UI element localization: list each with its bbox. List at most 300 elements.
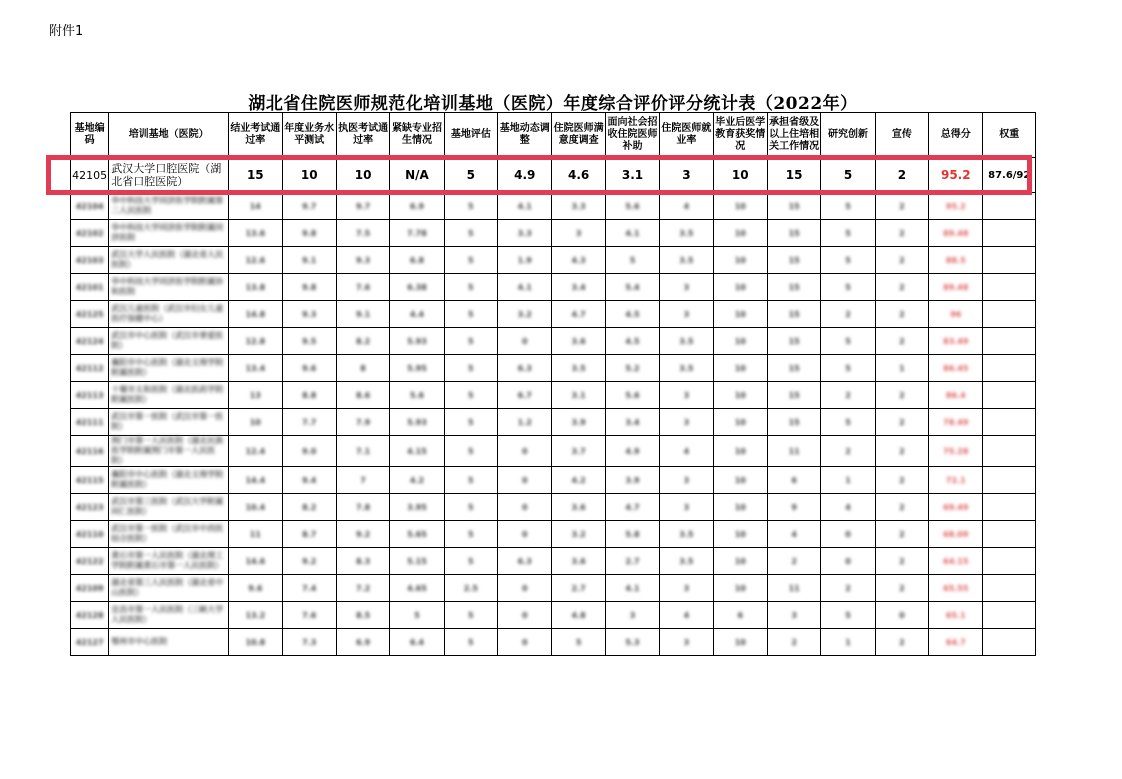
base-code: 42111 xyxy=(71,409,109,436)
header-cell: 基地编码 xyxy=(71,113,109,158)
header-cell: 基地动态调整 xyxy=(498,113,552,158)
header-cell: 紧缺专业招生情况 xyxy=(390,113,444,158)
score-cell: 10 xyxy=(713,193,767,220)
score-cell: 9.6 xyxy=(282,355,336,382)
score-cell xyxy=(983,409,1036,436)
hospital-name: 武汉市中心医院（武汉市普爱医院） xyxy=(109,328,229,355)
score-cell: 2 xyxy=(875,436,928,467)
header-cell: 总得分 xyxy=(929,113,983,158)
score-cell: 3.5 xyxy=(660,247,713,274)
hospital-name: 襄阳市中心医院（湖北文理学院附属医院） xyxy=(109,467,229,494)
score-cell: 5 xyxy=(444,247,497,274)
score-cell: 4.1 xyxy=(498,193,552,220)
base-code: 42127 xyxy=(71,629,109,656)
score-cell: 3.7 xyxy=(552,436,605,467)
score-cell: 2 xyxy=(821,382,875,409)
score-cell: 2 xyxy=(875,467,928,494)
score-cell xyxy=(983,602,1036,629)
score-cell: 14.4 xyxy=(229,467,282,494)
header-cell: 住院医师满意度调查 xyxy=(552,113,605,158)
score-cell: 9.3 xyxy=(336,247,389,274)
table-row xyxy=(71,548,1036,575)
score-cell: 8.7 xyxy=(282,521,336,548)
score-cell: 4.15 xyxy=(390,436,444,467)
total-score: 86.4 xyxy=(929,382,983,409)
score-cell: 3.5 xyxy=(660,548,713,575)
score-cell: 5.15 xyxy=(390,548,444,575)
table-row xyxy=(71,436,1036,467)
score-cell: 4.1 xyxy=(605,575,659,602)
score-cell: 9.1 xyxy=(336,301,389,328)
score-cell: 4.9 xyxy=(498,158,552,193)
score-cell: 9.8 xyxy=(282,274,336,301)
score-cell: 3.9 xyxy=(605,467,659,494)
score-cell: 6.3 xyxy=(498,355,552,382)
score-cell: 3 xyxy=(660,629,713,656)
score-cell: 9.6 xyxy=(229,575,282,602)
score-cell: 2 xyxy=(875,274,928,301)
score-cell: 3.5 xyxy=(660,220,713,247)
total-score: 83.49 xyxy=(929,328,983,355)
table-row xyxy=(71,494,1036,521)
score-cell: 5.4 xyxy=(605,274,659,301)
score-cell: 5.95 xyxy=(390,355,444,382)
table-row xyxy=(71,247,1036,274)
score-cell: 7.6 xyxy=(282,602,336,629)
score-cell: 2 xyxy=(875,158,928,193)
score-cell xyxy=(983,494,1036,521)
total-score: 65.1 xyxy=(929,602,983,629)
score-cell: 5 xyxy=(552,629,605,656)
score-cell: 7 xyxy=(336,467,389,494)
score-cell: 5 xyxy=(605,247,659,274)
score-cell: 15 xyxy=(767,382,820,409)
score-cell: 5 xyxy=(821,274,875,301)
score-cell: 9.2 xyxy=(282,548,336,575)
score-cell: 5 xyxy=(444,494,497,521)
score-cell: 0 xyxy=(498,328,552,355)
base-code: 42113 xyxy=(71,382,109,409)
score-cell: 2 xyxy=(875,193,928,220)
score-cell: 6.3 xyxy=(498,548,552,575)
total-score: 72.1 xyxy=(929,467,983,494)
hospital-name: 鄂州市中心医院 xyxy=(109,629,229,656)
score-cell: 10 xyxy=(713,158,767,193)
hospital-name: 武汉市第三医院（武汉大学附属同仁医院） xyxy=(109,494,229,521)
base-code: 42125 xyxy=(71,301,109,328)
score-cell: 4.6 xyxy=(552,158,605,193)
score-cell xyxy=(983,436,1036,467)
score-cell: 2 xyxy=(875,220,928,247)
score-cell: 15 xyxy=(767,193,820,220)
score-cell: 10 xyxy=(713,467,767,494)
score-cell: 5 xyxy=(821,220,875,247)
score-cell: 15 xyxy=(767,247,820,274)
score-cell: 8 xyxy=(336,355,389,382)
score-cell: 10 xyxy=(713,247,767,274)
score-cell: 3.6 xyxy=(552,328,605,355)
score-cell: 0 xyxy=(498,521,552,548)
score-cell: 5 xyxy=(444,467,497,494)
score-cell: 5 xyxy=(444,629,497,656)
score-cell: 5 xyxy=(444,328,497,355)
score-cell: 5.93 xyxy=(390,328,444,355)
score-cell: 10 xyxy=(713,548,767,575)
score-cell: 15 xyxy=(767,220,820,247)
score-cell: 6.7 xyxy=(498,382,552,409)
score-cell: 10.8 xyxy=(229,629,282,656)
score-cell: 2.5 xyxy=(444,575,497,602)
score-cell: 7.7 xyxy=(282,409,336,436)
score-cell: 8.2 xyxy=(336,328,389,355)
base-code: 42124 xyxy=(71,328,109,355)
score-cell: 8.8 xyxy=(282,382,336,409)
hospital-name: 华中科技大学同济医学院附属同济医院 xyxy=(109,220,229,247)
score-cell: 5.6 xyxy=(605,382,659,409)
header-cell: 承担省级及以上住培相关工作情况 xyxy=(767,113,820,158)
score-cell: 10 xyxy=(713,494,767,521)
score-cell: 10 xyxy=(713,521,767,548)
score-cell: 2.7 xyxy=(605,548,659,575)
total-score: 95.2 xyxy=(929,158,983,193)
attachment-label: 附件1 xyxy=(49,24,84,39)
score-cell: 5 xyxy=(444,409,497,436)
hospital-name: 湖北省第三人民医院（湖北省中山医院） xyxy=(109,575,229,602)
score-cell: 2 xyxy=(767,548,820,575)
score-cell xyxy=(983,467,1036,494)
score-cell: 7.1 xyxy=(336,436,389,467)
score-cell: 5.8 xyxy=(605,521,659,548)
total-score: 89.48 xyxy=(929,274,983,301)
page-title: 湖北省住院医师规范化培训基地（医院）年度综合评价评分统计表（2022年） xyxy=(248,94,858,114)
score-cell: 10 xyxy=(713,355,767,382)
table-row xyxy=(71,575,1036,602)
score-cell: 3.1 xyxy=(605,158,659,193)
score-cell: 15 xyxy=(767,409,820,436)
hospital-name: 武汉儿童医院（武汉市妇女儿童医疗保健中心） xyxy=(109,301,229,328)
score-cell: 5 xyxy=(444,521,497,548)
score-cell: 12.4 xyxy=(229,436,282,467)
score-cell: 3 xyxy=(767,602,820,629)
evaluation-table xyxy=(70,112,1036,656)
score-cell: 5 xyxy=(444,301,497,328)
table-row xyxy=(71,328,1036,355)
table-row xyxy=(71,355,1036,382)
table-row xyxy=(71,382,1036,409)
hospital-name: 十堰市太和医院（湖北医药学院附属医院） xyxy=(109,382,229,409)
score-cell: 7.5 xyxy=(336,220,389,247)
score-cell: 2 xyxy=(875,575,928,602)
score-cell: 5 xyxy=(444,436,497,467)
score-cell: 5 xyxy=(821,355,875,382)
score-cell: 6 xyxy=(767,467,820,494)
score-cell: 2 xyxy=(875,247,928,274)
score-cell: 15 xyxy=(767,274,820,301)
score-cell: 1.9 xyxy=(498,247,552,274)
score-cell: 6.38 xyxy=(390,274,444,301)
score-cell: 10 xyxy=(229,409,282,436)
header-cell: 毕业后医学教育获奖情况 xyxy=(713,113,767,158)
header-cell: 年度业务水平测试 xyxy=(282,113,336,158)
score-cell: 13.8 xyxy=(229,274,282,301)
score-cell xyxy=(983,382,1036,409)
score-cell: 11 xyxy=(767,575,820,602)
score-cell: 6.9 xyxy=(336,629,389,656)
score-cell: 3.95 xyxy=(390,494,444,521)
score-cell: 5 xyxy=(821,247,875,274)
score-cell: 4 xyxy=(660,436,713,467)
score-cell: 10 xyxy=(713,274,767,301)
score-cell: 9.1 xyxy=(282,247,336,274)
hospital-name: 武汉市第一医院（武汉市中西医结合医院） xyxy=(109,521,229,548)
score-cell: 5.2 xyxy=(605,355,659,382)
score-cell: 3.2 xyxy=(552,521,605,548)
score-cell: 12.6 xyxy=(229,247,282,274)
score-cell: 0 xyxy=(821,548,875,575)
score-cell: 5 xyxy=(390,602,444,629)
score-cell: 3 xyxy=(660,382,713,409)
score-cell: 3.5 xyxy=(552,355,605,382)
score-cell: 5 xyxy=(444,193,497,220)
score-cell: 5.93 xyxy=(390,409,444,436)
table-row xyxy=(71,467,1036,494)
header-cell: 权重 xyxy=(983,113,1036,158)
score-cell: 3 xyxy=(660,409,713,436)
score-cell: 9.7 xyxy=(336,193,389,220)
score-cell xyxy=(983,521,1036,548)
header-cell: 面向社会招收住院医师补助 xyxy=(605,113,659,158)
score-cell: 15 xyxy=(767,328,820,355)
table-row xyxy=(71,521,1036,548)
score-cell: 5 xyxy=(444,220,497,247)
base-code: 42128 xyxy=(71,602,109,629)
total-score: 69.49 xyxy=(929,494,983,521)
score-cell: 3.6 xyxy=(552,494,605,521)
score-cell: 10 xyxy=(282,158,336,193)
base-code: 42109 xyxy=(71,575,109,602)
score-cell xyxy=(983,355,1036,382)
score-cell: 6 xyxy=(713,602,767,629)
base-code: 42103 xyxy=(71,247,109,274)
base-code: 42105 xyxy=(71,158,109,193)
score-cell: 5 xyxy=(444,274,497,301)
header-cell: 宣传 xyxy=(875,113,928,158)
hospital-name: 襄阳市中心医院（湖北文理学院附属医院） xyxy=(109,355,229,382)
score-cell: 4 xyxy=(660,602,713,629)
score-cell xyxy=(983,301,1036,328)
base-code: 42122 xyxy=(71,548,109,575)
score-cell: 4.1 xyxy=(605,220,659,247)
score-cell xyxy=(983,575,1036,602)
header-cell: 结业考试通过率 xyxy=(229,113,282,158)
score-cell: 2 xyxy=(821,575,875,602)
score-cell: 5 xyxy=(444,158,497,193)
score-cell: 0 xyxy=(875,602,928,629)
score-cell: 3 xyxy=(660,575,713,602)
score-cell: 10 xyxy=(713,436,767,467)
score-cell: 2 xyxy=(875,382,928,409)
score-cell: 15 xyxy=(229,158,282,193)
score-cell xyxy=(983,328,1036,355)
base-code: 42101 xyxy=(71,274,109,301)
score-cell: 14.6 xyxy=(229,548,282,575)
total-score: 75.28 xyxy=(929,436,983,467)
total-score: 64.15 xyxy=(929,548,983,575)
score-cell: 4.1 xyxy=(498,274,552,301)
score-cell: 9.7 xyxy=(282,193,336,220)
score-cell: 2 xyxy=(767,629,820,656)
score-cell: 3 xyxy=(660,158,713,193)
base-code: 42115 xyxy=(71,467,109,494)
score-cell: 3.5 xyxy=(660,328,713,355)
total-score: 65.55 xyxy=(929,575,983,602)
score-cell: 7.4 xyxy=(282,575,336,602)
header-cell: 基地评估 xyxy=(444,113,497,158)
score-cell: 7.6 xyxy=(336,274,389,301)
score-cell: 5 xyxy=(444,382,497,409)
hospital-name: 武汉大学口腔医院（湖北省口腔医院） xyxy=(109,158,229,193)
score-cell: 5 xyxy=(821,193,875,220)
table-row xyxy=(71,274,1036,301)
score-cell: 4 xyxy=(821,494,875,521)
score-cell: 9.5 xyxy=(282,328,336,355)
base-code: 42104 xyxy=(71,193,109,220)
score-cell: 1 xyxy=(821,467,875,494)
score-cell: 5 xyxy=(821,602,875,629)
score-cell: 4.5 xyxy=(605,301,659,328)
total-score: 96 xyxy=(929,301,983,328)
hospital-name: 华中科技大学同济医学院附属第二人民医院 xyxy=(109,193,229,220)
total-score: 95.2 xyxy=(929,193,983,220)
score-cell: 13.6 xyxy=(229,220,282,247)
score-cell: 3 xyxy=(660,467,713,494)
hospital-name: 荆门市第一人民医院（湖北民族医学院附属荆门市第一人民医院） xyxy=(109,436,229,467)
score-cell: 3 xyxy=(660,301,713,328)
score-cell: 12.8 xyxy=(229,328,282,355)
score-cell: 4.2 xyxy=(390,467,444,494)
score-cell: 5 xyxy=(444,602,497,629)
highlighted-row xyxy=(71,158,1036,193)
score-cell: 4.7 xyxy=(605,494,659,521)
score-cell: 0 xyxy=(498,436,552,467)
score-cell: 4.2 xyxy=(552,467,605,494)
score-cell: 4.65 xyxy=(390,575,444,602)
score-cell: 14.8 xyxy=(229,301,282,328)
score-cell: 4 xyxy=(660,193,713,220)
score-cell: 14 xyxy=(229,193,282,220)
score-cell: 10 xyxy=(713,301,767,328)
score-cell: 9.4 xyxy=(282,467,336,494)
score-cell: 5.3 xyxy=(605,629,659,656)
score-cell: 1.2 xyxy=(498,409,552,436)
score-cell: 3.3 xyxy=(498,220,552,247)
score-cell: 10 xyxy=(713,328,767,355)
blurred-rows xyxy=(71,193,1036,656)
score-cell: 5.6 xyxy=(390,382,444,409)
score-cell: 0 xyxy=(498,629,552,656)
total-score: 64.7 xyxy=(929,629,983,656)
score-cell: 0 xyxy=(498,575,552,602)
total-score: 89.48 xyxy=(929,220,983,247)
score-cell xyxy=(983,220,1036,247)
score-cell: 4.4 xyxy=(390,301,444,328)
score-cell: 2 xyxy=(875,521,928,548)
score-cell: 0 xyxy=(498,602,552,629)
score-cell: 9.0 xyxy=(282,436,336,467)
score-cell: 2 xyxy=(875,328,928,355)
score-cell: 9.8 xyxy=(282,220,336,247)
score-cell: 5.6 xyxy=(605,193,659,220)
weight-cell: 87.6/92 xyxy=(983,158,1036,193)
score-cell: 3.5 xyxy=(660,355,713,382)
score-cell: 4.5 xyxy=(605,328,659,355)
score-cell xyxy=(983,193,1036,220)
score-cell xyxy=(983,274,1036,301)
score-cell: 7.2 xyxy=(336,575,389,602)
score-cell: 10 xyxy=(713,220,767,247)
hospital-name: 宜昌市第一人民医院（三峡大学人民医院） xyxy=(109,602,229,629)
score-cell xyxy=(983,629,1036,656)
score-cell: 8.2 xyxy=(282,494,336,521)
score-cell: 1 xyxy=(875,355,928,382)
score-cell: 7.78 xyxy=(390,220,444,247)
score-cell: 3.2 xyxy=(498,301,552,328)
score-cell: 0 xyxy=(498,467,552,494)
score-cell: 4.3 xyxy=(552,247,605,274)
score-cell: 13 xyxy=(229,382,282,409)
score-cell: 10 xyxy=(713,409,767,436)
score-cell xyxy=(983,548,1036,575)
total-score: 68.09 xyxy=(929,521,983,548)
score-cell: 2.7 xyxy=(552,575,605,602)
score-cell: 2 xyxy=(875,301,928,328)
score-cell: 3 xyxy=(660,274,713,301)
score-cell: 7.9 xyxy=(336,409,389,436)
score-cell: 10 xyxy=(336,158,389,193)
table-row xyxy=(71,409,1036,436)
score-cell: 0 xyxy=(498,494,552,521)
score-cell: 4.8 xyxy=(552,602,605,629)
score-cell: 3.6 xyxy=(552,548,605,575)
score-cell: 5.65 xyxy=(390,521,444,548)
score-cell: 2 xyxy=(875,409,928,436)
score-cell: 5 xyxy=(821,409,875,436)
score-cell: 10 xyxy=(713,575,767,602)
score-cell: 3.3 xyxy=(552,193,605,220)
score-cell: 13.2 xyxy=(229,602,282,629)
score-cell: 3 xyxy=(552,220,605,247)
hospital-name: 黄石市第一人民医院（湖北理工学院附属黄石市第一人民医院） xyxy=(109,548,229,575)
score-cell xyxy=(983,247,1036,274)
score-cell: 2 xyxy=(875,494,928,521)
score-cell: 2 xyxy=(875,548,928,575)
score-cell: 9.2 xyxy=(336,521,389,548)
score-cell: 15 xyxy=(767,158,820,193)
score-cell: 11 xyxy=(229,521,282,548)
table-row xyxy=(71,602,1036,629)
header-row xyxy=(71,113,1036,158)
score-cell: 4 xyxy=(767,521,820,548)
score-cell: 9.3 xyxy=(282,301,336,328)
score-cell: 15 xyxy=(767,301,820,328)
score-cell: 4.9 xyxy=(605,436,659,467)
score-cell: 10.4 xyxy=(229,494,282,521)
total-score: 78.49 xyxy=(929,409,983,436)
table-row xyxy=(71,301,1036,328)
score-cell: 6.8 xyxy=(390,247,444,274)
header-cell: 住院医师就业率 xyxy=(660,113,713,158)
header-cell: 执医考试通过率 xyxy=(336,113,389,158)
